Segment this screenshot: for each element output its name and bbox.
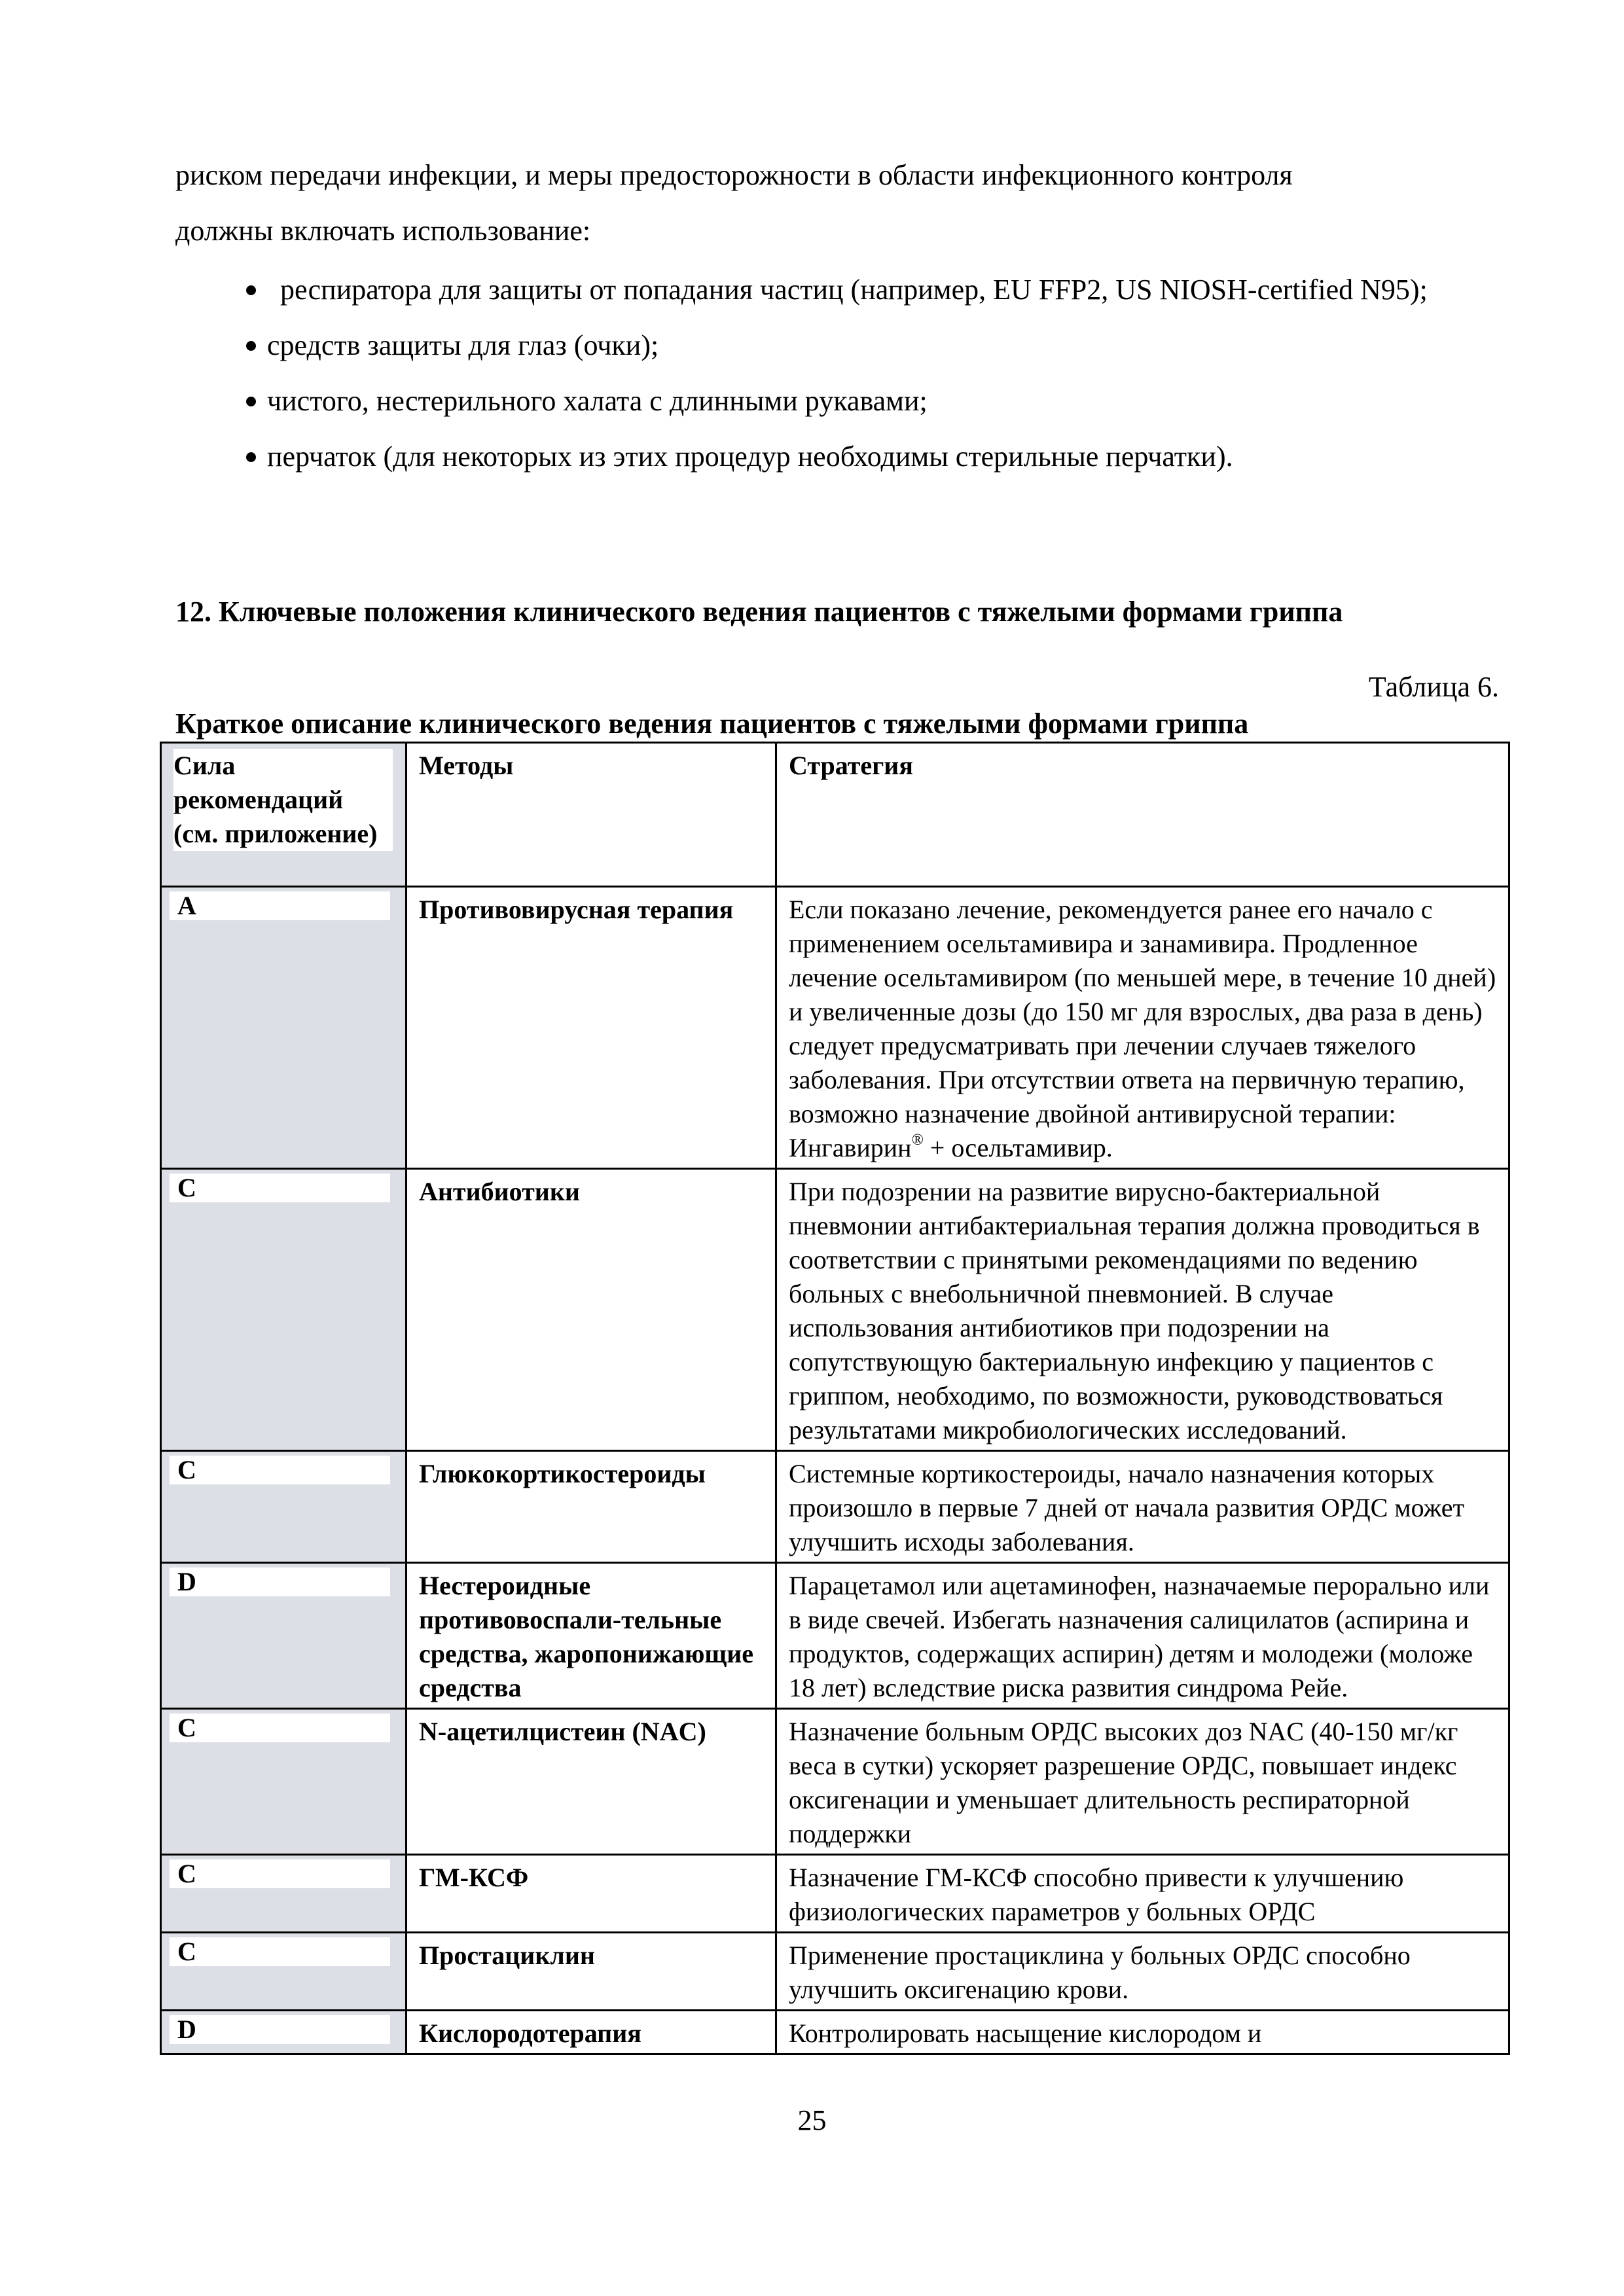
page-number: 25 xyxy=(797,2104,827,2136)
grade-cell: C xyxy=(161,1933,406,2011)
strategy-cell: Если показано лечение, рекомендуется ранее его начало с применением осельтамивира и занамивира. Продленное лечение осельтамивиром (по меньшей мере, в течение 10 дней) и увеличенные дозы (до 150 мг для взрослых, два раза в день) следует предусматривать при лечении случаев тяжелого заболевания. При отсутствии ответа на первичную терапию, возможно назначение двойной антивирусной терапии: Ингавирин® + осельтамивир. xyxy=(776,887,1509,1169)
grade-cell: D xyxy=(161,1563,406,1709)
strategy-cell: Применение простациклина у больных ОРДС способно улучшить оксигенацию крови. xyxy=(776,1933,1509,2011)
strategy-cell: Парацетамол или ацетаминофен, назначаемые перорально или в виде свечей. Избегать назначения салицилатов (аспирина и продуктов, содержащих аспирин) детям и молодежи (моложе 18 лет) вследствие риска развития синдрома Рейе. xyxy=(776,1563,1509,1709)
grade-cell: C xyxy=(161,1855,406,1933)
strategy-cell: Системные кортикостероиды, начало назначения которых произошло в первые 7 дней от начала развития ОРДС может улучшить исходы заболевания. xyxy=(776,1451,1509,1563)
strategy-cell: При подозрении на развитие вирусно-бактериальной пневмонии антибактериальная терапия должна проводиться в соответствии с принятыми рекомендациями по ведению больных с внебольничной пневмонией. В случае использования антибиотиков при подозрении на сопутствующую бактериальную инфекцию у пациентов с гриппом, необходимо, по возможности, руководствоваться результатами микробиологических исследований. xyxy=(776,1169,1509,1451)
header-grade: Сила рекомендаций (см. приложение) xyxy=(161,743,406,887)
bullet-item: чистого, нестерильного халата с длинными рукавами; xyxy=(175,373,1499,429)
grade-cell: A xyxy=(161,887,406,1169)
method-cell: Глюкокортикостероиды xyxy=(406,1451,776,1563)
table-row xyxy=(161,1451,1509,1563)
management-table xyxy=(160,742,1510,2055)
section-heading: 12. Ключевые положения клинического ведения пациентов с тяжелыми формами гриппа xyxy=(175,596,1343,628)
intro-line-1: риском передачи инфекции, и меры предосторожности в области инфекционного контроля xyxy=(175,159,1293,191)
table-row xyxy=(161,1169,1509,1451)
grade-cell: C xyxy=(161,1451,406,1563)
table-row xyxy=(161,887,1509,1169)
method-cell: Противовирусная терапия xyxy=(406,887,776,1169)
bullet-icon xyxy=(246,397,256,406)
method-cell: ГМ-КСФ xyxy=(406,1855,776,1933)
table-row xyxy=(161,1855,1509,1933)
strategy-cell: Назначение больным ОРДС высоких доз NAC (40-150 мг/кг веса в сутки) ускоряет разрешение ОРДС, повышает индекс оксигенации и уменьшает длительность респираторной поддержки xyxy=(776,1709,1509,1855)
strategy-cell: Назначение ГМ-КСФ способно привести к улучшению физиологических параметров у больных ОРДС xyxy=(776,1855,1509,1933)
method-cell: Нестероидные противовоспали-тельные средства, жаропонижающие средства xyxy=(406,1563,776,1709)
table-title: Краткое описание клинического ведения пациентов с тяжелыми формами гриппа xyxy=(175,708,1249,740)
method-cell: N-ацетилцистеин (NAC) xyxy=(406,1709,776,1855)
table-row xyxy=(161,1709,1509,1855)
table-row xyxy=(161,2011,1509,2054)
intro-line-2: должны включать использование: xyxy=(175,215,591,247)
table-header-row xyxy=(161,743,1509,887)
bullet-item: средств защиты для глаз (очки); xyxy=(175,317,1499,373)
grade-cell: D xyxy=(161,2011,406,2054)
bullet-item: респиратора для защиты от попадания частиц (например, EU FFP2, US NIOSH-certified N95); xyxy=(175,262,1499,317)
table-row xyxy=(161,1933,1509,2011)
method-cell: Кислородотерапия xyxy=(406,2011,776,2054)
table-label: Таблица 6. xyxy=(1368,671,1499,703)
bullet-icon xyxy=(246,341,256,351)
method-cell: Антибиотики xyxy=(406,1169,776,1451)
grade-cell: C xyxy=(161,1169,406,1451)
method-cell: Простациклин xyxy=(406,1933,776,2011)
header-methods: Методы xyxy=(406,743,776,887)
header-strategy: Стратегия xyxy=(776,743,1509,887)
bullet-icon xyxy=(246,452,256,462)
bullet-item: перчаток (для некоторых из этих процедур необходимы стерильные перчатки). xyxy=(175,429,1499,484)
bullet-icon xyxy=(246,285,256,295)
ppe-bullet-list xyxy=(175,262,1499,484)
grade-cell: C xyxy=(161,1709,406,1855)
strategy-cell: Контролировать насыщение кислородом и xyxy=(776,2011,1509,2054)
table-row xyxy=(161,1563,1509,1709)
